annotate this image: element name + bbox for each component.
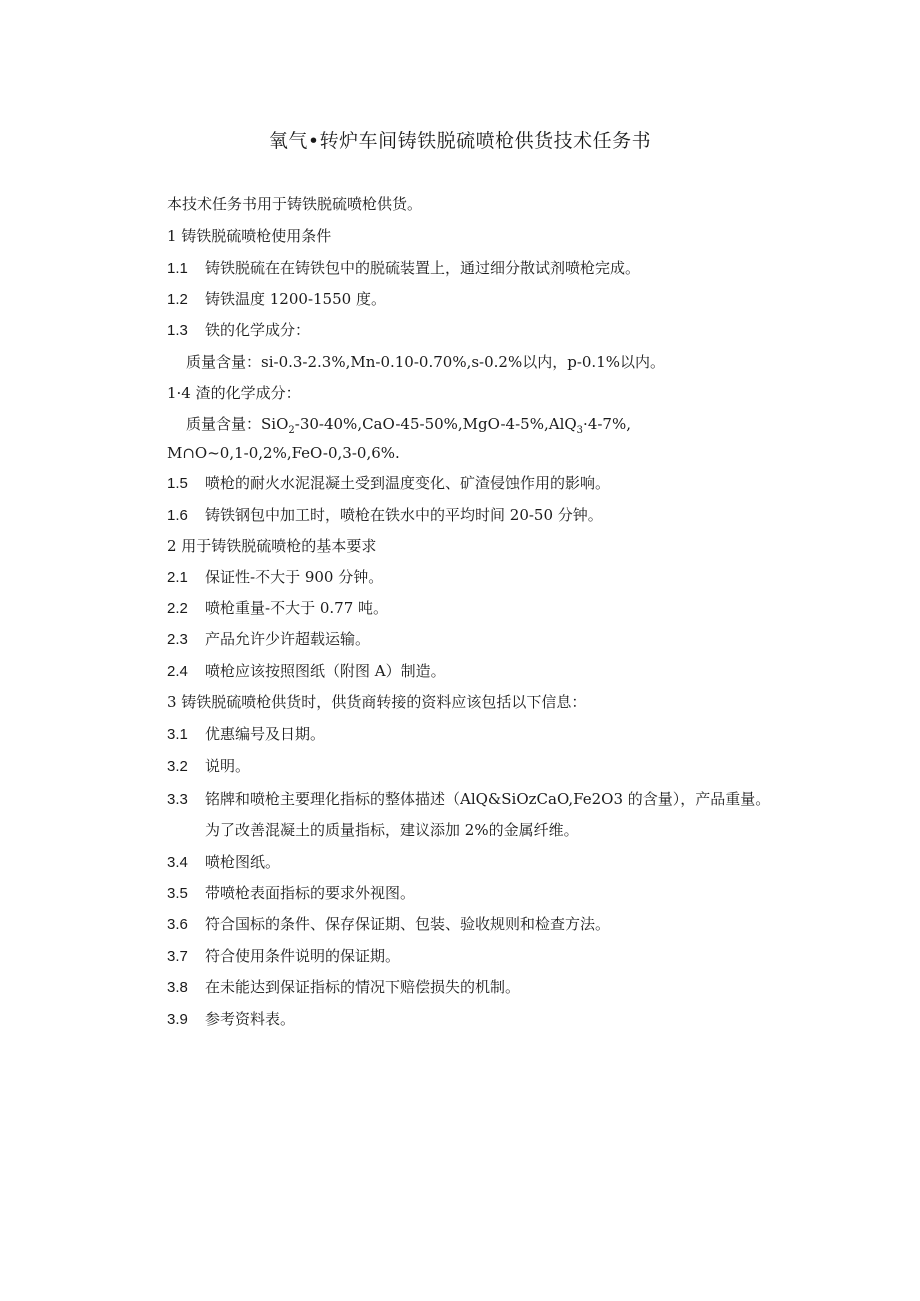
item-text: 喷枪的耐火水泥混凝土受到温度变化、矿渣侵蚀作用的影响。 (205, 474, 611, 492)
slag-quality-text (186, 414, 631, 434)
item-text: 铁的化学成分： (205, 321, 311, 339)
item-number: 1.5 (167, 475, 188, 492)
item-text: 铸铁脱硫在在铸铁包中的脱硫装置上，通过细分散试剂喷枪完成。 (205, 259, 641, 277)
item-number: 3.9 (167, 1011, 188, 1028)
item-text: 说明。 (205, 757, 251, 775)
item-text: 喷枪重量-不大于 0.77 吨。 (205, 599, 389, 617)
slag-quality-subscript-2: 3 (576, 425, 584, 436)
item-number: 3.8 (167, 979, 188, 996)
item-text: 优惠编号及日期。 (205, 725, 326, 743)
slag-quality-part-a: 质量含量：SiO (186, 415, 289, 433)
item-text: 保证性-不大于 900 分钟。 (205, 568, 384, 586)
item-text: 符合国标的条件、保存保证期、包装、验收规则和检查方法。 (205, 915, 611, 933)
item-number: 1.1 (167, 260, 188, 277)
item-number: 3.7 (167, 948, 188, 965)
item-3-6 (167, 914, 610, 935)
item-2-3 (167, 629, 370, 650)
item-text: 喷枪图纸。 (205, 853, 281, 871)
item-3-1 (167, 724, 325, 745)
item-text: 铭牌和喷枪主要理化指标的整体描述（AlQ&SiOzCaO,Fe2O3 的含量），产品重量。 (205, 790, 771, 808)
item-3-5 (167, 883, 415, 904)
item-1-6 (167, 505, 603, 526)
item-1-5 (167, 473, 610, 494)
item-3-7 (167, 946, 400, 967)
slag-quality-subscript: 2 (288, 425, 295, 436)
item-text: 铸铁钢包中加工时，喷枪在铁水中的平均时间 20-50 分钟。 (205, 506, 603, 524)
item-number: 3.3 (167, 791, 188, 808)
item-number: 1.3 (167, 322, 188, 339)
item-3-4 (167, 852, 280, 873)
note-3-3: 为了改善混凝土的质量指标，建议添加 2%的金属纤维。 (205, 821, 579, 839)
item-1-1 (167, 258, 640, 279)
slag-quality-part-c: ·4-7%, (583, 415, 631, 433)
section-1-heading: 1 铸铁脱硫喷枪使用条件 (167, 227, 332, 245)
item-1-2 (167, 289, 386, 310)
item-2-4 (167, 661, 446, 682)
section-2-heading: 2 用于铸铁脱硫喷枪的基本要求 (167, 537, 377, 555)
slag-quality-line-2: M∩O~0,1-0,2%,FeO-0,3-0,6%. (167, 444, 400, 462)
item-3-9 (167, 1009, 295, 1030)
slag-quality-part-b: -30-40%,CaO-45-50%,MgO-4-5%,AlQ (294, 415, 577, 433)
document-title: 氧气•转炉车间铸铁脱硫喷枪供货技术任务书 (268, 130, 652, 152)
item-number: 2.4 (167, 663, 188, 680)
item-number: 2.1 (167, 569, 188, 586)
item-text: 喷枪应该按照图纸（附图 A）制造。 (205, 662, 446, 680)
intro-text: 本技术任务书用于铸铁脱硫喷枪供货。 (167, 195, 423, 213)
slag-heading: 1·4 渣的化学成分： (167, 384, 301, 402)
item-1-3 (167, 320, 310, 341)
item-text: 产品允许少许超载运输。 (205, 630, 371, 648)
item-number: 3.6 (167, 916, 188, 933)
item-number: 1.2 (167, 291, 188, 308)
item-text: 铸铁温度 1200-1550 度。 (205, 290, 386, 308)
item-2-1 (167, 567, 383, 588)
item-number: 3.5 (167, 885, 188, 902)
item-number: 2.2 (167, 600, 188, 617)
item-number: 3.1 (167, 726, 188, 743)
item-number: 3.4 (167, 854, 188, 871)
iron-quality-text: 质量含量：si-0.3-2.3%,Mn-0.10-0.70%,s-0.2%以内，p-0.1%以内。 (186, 353, 665, 371)
item-number: 3.2 (167, 758, 188, 775)
item-text: 参考资料表。 (205, 1010, 296, 1028)
item-text: 在未能达到保证指标的情况下赔偿损失的机制。 (205, 978, 521, 996)
item-number: 2.3 (167, 631, 188, 648)
section-3-heading: 3 铸铁脱硫喷枪供货时，供货商转接的资料应该包括以下信息： (167, 693, 587, 711)
item-3-8 (167, 977, 520, 998)
item-text: 带喷枪表面指标的要求外视图。 (205, 884, 416, 902)
item-2-2 (167, 598, 388, 619)
item-3-2 (167, 756, 250, 777)
item-3-3 (167, 789, 770, 810)
item-number: 1.6 (167, 507, 188, 524)
item-text: 符合使用条件说明的保证期。 (205, 947, 401, 965)
